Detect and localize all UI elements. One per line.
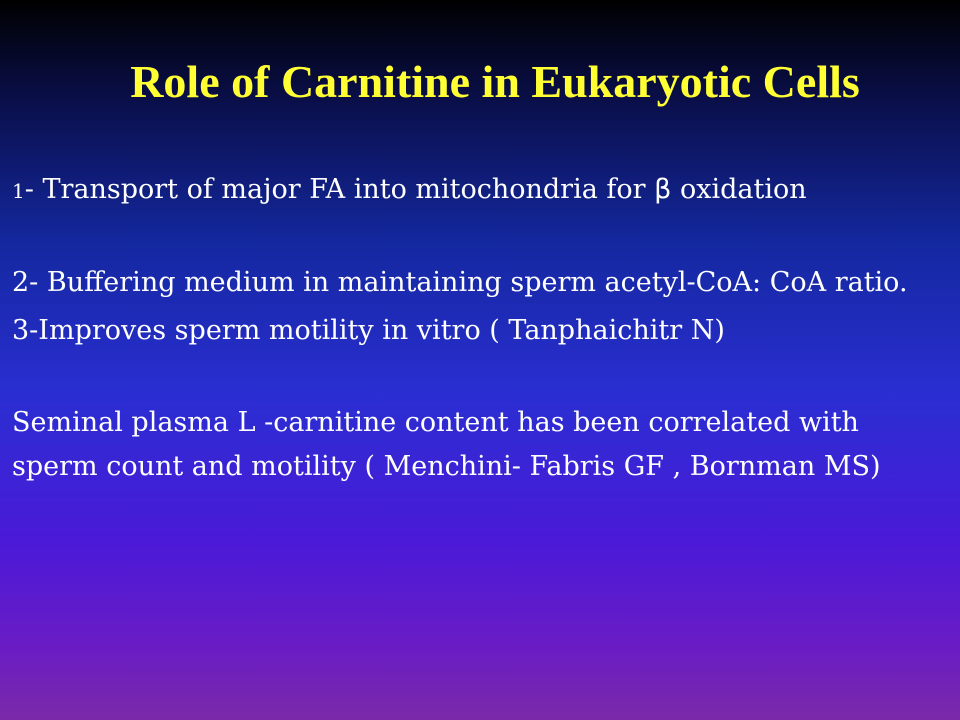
slide-title: Role of Carnitine in Eukaryotic Cells [130,56,860,107]
slide-body [12,168,952,489]
point-number: 1 [12,179,25,203]
point-buffering: 2- Buffering medium in maintaining sperm acetyl-CoA: CoA ratio. [12,267,908,298]
point-text-part: oxidation [671,174,807,205]
point-transport [12,168,952,213]
point-motility: 3-Improves sperm motility in vitro ( Tanphaichitr N) [12,315,725,346]
beta-symbol: β [654,174,672,205]
point-text-part: - Transport of major FA into mitochondria for [24,174,655,205]
point-seminal-plasma: Seminal plasma L -carnitine content has been correlated with sperm count and motility ( Menchini- Fabris GF , Bornman MS) [12,407,881,482]
